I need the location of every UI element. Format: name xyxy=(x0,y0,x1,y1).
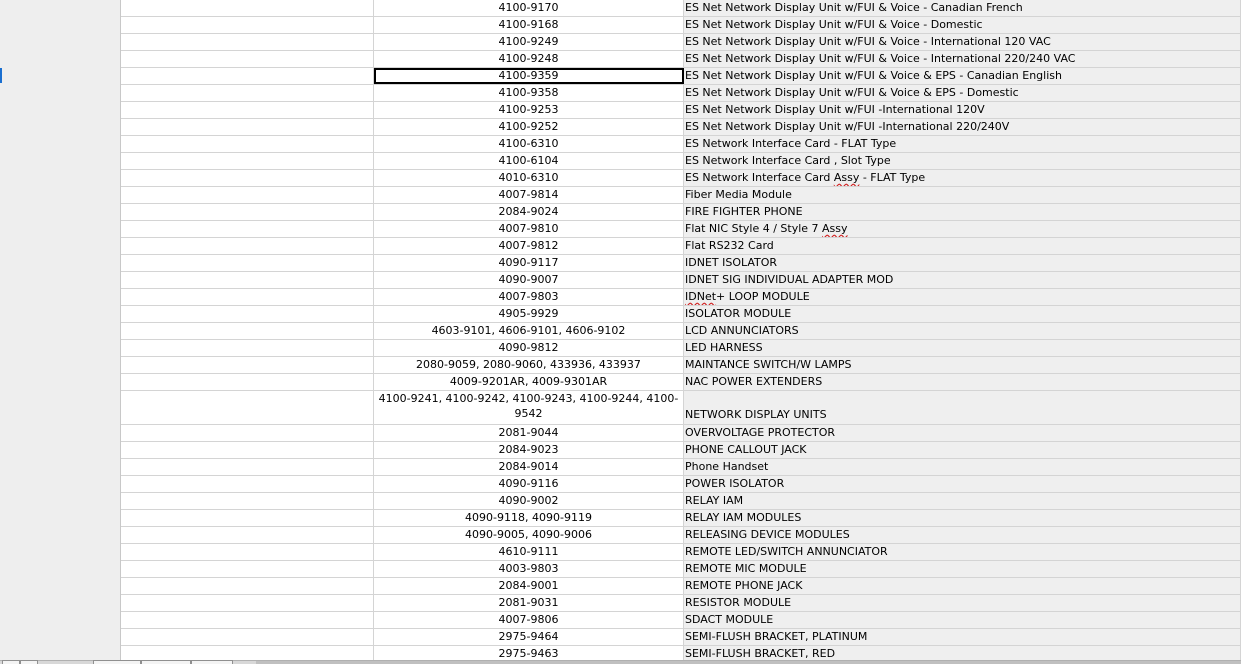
part-number-cell[interactable]: 4090-9812 xyxy=(374,340,684,356)
blank-cell[interactable] xyxy=(121,340,374,356)
spreadsheet-grid xyxy=(121,0,1241,660)
sheet-tab[interactable] xyxy=(141,660,191,664)
part-number-cell[interactable]: 4007-9806 xyxy=(374,612,684,628)
part-number-cell[interactable]: 4100-9252 xyxy=(374,119,684,135)
part-number-cell[interactable]: 4090-9002 xyxy=(374,493,684,509)
part-number-cell[interactable]: 4100-6104 xyxy=(374,153,684,169)
part-number-cell[interactable]: 2080-9059, 2080-9060, 433936, 433937 xyxy=(374,357,684,373)
blank-cell[interactable] xyxy=(121,323,374,339)
table-row xyxy=(121,323,1241,340)
description-cell[interactable]: Flat NIC Style 4 / Style 7 Assy xyxy=(684,221,1241,237)
blank-cell[interactable] xyxy=(121,306,374,322)
blank-cell[interactable] xyxy=(121,17,374,33)
blank-cell[interactable] xyxy=(121,51,374,67)
part-number-cell[interactable]: 4100-9253 xyxy=(374,102,684,118)
part-number-cell[interactable]: 2081-9044 xyxy=(374,425,684,441)
blank-cell[interactable] xyxy=(121,374,374,390)
description-cell[interactable]: ES Network Interface Card - FLAT Type xyxy=(684,136,1241,152)
table-row xyxy=(121,646,1241,660)
description-cell[interactable]: ES Network Interface Card Assy - FLAT Type xyxy=(684,170,1241,186)
table-row xyxy=(121,17,1241,34)
description-cell[interactable]: OVERVOLTAGE PROTECTOR xyxy=(684,425,1241,441)
table-row xyxy=(121,391,1241,425)
blank-cell[interactable] xyxy=(121,442,374,458)
table-row xyxy=(121,204,1241,221)
sheet-tab[interactable] xyxy=(93,660,141,664)
active-row-marker xyxy=(0,68,2,83)
part-number-cell[interactable]: 4090-9116 xyxy=(374,476,684,492)
part-number-cell[interactable]: 4090-9118, 4090-9119 xyxy=(374,510,684,526)
description-cell[interactable]: IDNET SIG INDIVIDUAL ADAPTER MOD xyxy=(684,272,1241,288)
table-row xyxy=(121,153,1241,170)
part-number-cell[interactable]: 2081-9031 xyxy=(374,595,684,611)
blank-cell[interactable] xyxy=(121,493,374,509)
description-cell[interactable]: RESISTOR MODULE xyxy=(684,595,1241,611)
part-number-cell[interactable]: 4007-9812 xyxy=(374,238,684,254)
description-cell[interactable]: Flat RS232 Card xyxy=(684,238,1241,254)
description-cell[interactable]: SEMI-FLUSH BRACKET, PLATINUM xyxy=(684,629,1241,645)
part-number-cell[interactable]: 4003-9803 xyxy=(374,561,684,577)
blank-cell[interactable] xyxy=(121,221,374,237)
part-number-cell[interactable]: 4100-9248 xyxy=(374,51,684,67)
description-cell[interactable]: REMOTE PHONE JACK xyxy=(684,578,1241,594)
sheet-tab[interactable] xyxy=(191,660,233,664)
table-row xyxy=(121,221,1241,238)
spellcheck-word: IDNet xyxy=(685,290,717,303)
blank-cell[interactable] xyxy=(121,561,374,577)
table-row xyxy=(121,595,1241,612)
blank-cell[interactable] xyxy=(121,289,374,305)
blank-cell[interactable] xyxy=(121,255,374,271)
table-row xyxy=(121,238,1241,255)
part-number-cell[interactable]: 2084-9023 xyxy=(374,442,684,458)
description-cell[interactable]: Phone Handset xyxy=(684,459,1241,475)
table-row xyxy=(121,306,1241,323)
table-row xyxy=(121,612,1241,629)
description-cell[interactable]: LED HARNESS xyxy=(684,340,1241,356)
blank-cell[interactable] xyxy=(121,102,374,118)
blank-cell[interactable] xyxy=(121,527,374,543)
table-row xyxy=(121,170,1241,187)
blank-cell[interactable] xyxy=(121,85,374,101)
description-cell[interactable]: NAC POWER EXTENDERS xyxy=(684,374,1241,390)
description-cell[interactable]: NETWORK DISPLAY UNITS xyxy=(684,391,1241,424)
table-row xyxy=(121,544,1241,561)
table-row xyxy=(121,629,1241,646)
table-row xyxy=(121,578,1241,595)
part-number-cell[interactable]: 4007-9803 xyxy=(374,289,684,305)
table-row xyxy=(121,340,1241,357)
part-number-cell[interactable]: 4090-9007 xyxy=(374,272,684,288)
description-cell[interactable]: Fiber Media Module xyxy=(684,187,1241,203)
blank-cell[interactable] xyxy=(121,153,374,169)
part-number-cell[interactable]: 4905-9929 xyxy=(374,306,684,322)
table-row xyxy=(121,102,1241,119)
description-cell[interactable]: SDACT MODULE xyxy=(684,612,1241,628)
table-row xyxy=(121,357,1241,374)
blank-cell[interactable] xyxy=(121,34,374,50)
description-cell[interactable]: ES Net Network Display Unit w/FUI & Voice - Canadian French xyxy=(684,0,1241,16)
description-cell[interactable]: ES Net Network Display Unit w/FUI & Voice - Domestic xyxy=(684,17,1241,33)
blank-cell[interactable] xyxy=(121,595,374,611)
spellcheck-word: Assy xyxy=(822,222,848,235)
blank-cell[interactable] xyxy=(121,646,374,660)
blank-cell[interactable] xyxy=(121,272,374,288)
description-cell[interactable]: FIRE FIGHTER PHONE xyxy=(684,204,1241,220)
table-row xyxy=(121,493,1241,510)
part-number-cell[interactable]: 4100-9241, 4100-9242, 4100-9243, 4100-9244, 4100-9542 xyxy=(374,391,684,424)
table-row xyxy=(121,561,1241,578)
part-number-cell[interactable]: 2084-9024 xyxy=(374,204,684,220)
blank-cell[interactable] xyxy=(121,578,374,594)
part-number-cell[interactable]: 4007-9814 xyxy=(374,187,684,203)
part-number-cell[interactable]: 4100-9168 xyxy=(374,17,684,33)
part-number-cell[interactable]: 2084-9014 xyxy=(374,459,684,475)
part-number-cell[interactable]: 4090-9005, 4090-9006 xyxy=(374,527,684,543)
sheet-nav-first-button[interactable] xyxy=(2,660,20,664)
description-cell[interactable]: ES Net Network Display Unit w/FUI & Voice - International 220/240 VAC xyxy=(684,51,1241,67)
table-row xyxy=(121,459,1241,476)
part-number-cell[interactable]: 4009-9201AR, 4009-9301AR xyxy=(374,374,684,390)
table-row xyxy=(121,136,1241,153)
description-cell[interactable]: MAINTANCE SWITCH/W LAMPS xyxy=(684,357,1241,373)
blank-cell[interactable] xyxy=(121,544,374,560)
blank-cell[interactable] xyxy=(121,459,374,475)
part-number-cell[interactable]: 4010-6310 xyxy=(374,170,684,186)
description-cell[interactable]: POWER ISOLATOR xyxy=(684,476,1241,492)
table-row xyxy=(121,272,1241,289)
sheet-tab-bar xyxy=(0,660,1241,664)
blank-cell[interactable] xyxy=(121,170,374,186)
description-cell[interactable]: REMOTE MIC MODULE xyxy=(684,561,1241,577)
sheet-nav-last-button[interactable] xyxy=(20,660,38,664)
table-row xyxy=(121,34,1241,51)
part-number-cell[interactable]: 2975-9464 xyxy=(374,629,684,645)
table-row xyxy=(121,425,1241,442)
table-row xyxy=(121,527,1241,544)
blank-cell[interactable] xyxy=(121,119,374,135)
part-number-cell[interactable]: 4100-6310 xyxy=(374,136,684,152)
blank-cell[interactable] xyxy=(121,510,374,526)
spellcheck-word: Assy xyxy=(833,171,860,184)
blank-cell[interactable] xyxy=(121,204,374,220)
description-cell[interactable]: RELAY IAM xyxy=(684,493,1241,509)
table-row xyxy=(121,85,1241,102)
table-row xyxy=(121,187,1241,204)
table-row xyxy=(121,289,1241,306)
description-cell[interactable]: IDNET ISOLATOR xyxy=(684,255,1241,271)
description-cell[interactable]: ES Network Interface Card , Slot Type xyxy=(684,153,1241,169)
blank-cell[interactable] xyxy=(121,136,374,152)
table-row xyxy=(121,68,1241,85)
selected-part-number-cell[interactable]: 4100-9359 xyxy=(374,68,684,84)
table-row xyxy=(121,0,1241,17)
blank-cell[interactable] xyxy=(121,357,374,373)
description-cell[interactable]: IDNet+ LOOP MODULE xyxy=(684,289,1241,305)
blank-cell[interactable] xyxy=(121,0,374,16)
part-number-cell[interactable]: 4100-9249 xyxy=(374,34,684,50)
description-cell[interactable]: LCD ANNUNCIATORS xyxy=(684,323,1241,339)
blank-cell[interactable] xyxy=(121,391,374,424)
blank-cell[interactable] xyxy=(121,187,374,203)
description-cell[interactable]: ES Net Network Display Unit w/FUI -International 220/240V xyxy=(684,119,1241,135)
description-cell[interactable]: ES Net Network Display Unit w/FUI & Voice & EPS - Canadian English xyxy=(684,68,1241,84)
part-number-cell[interactable]: 4090-9117 xyxy=(374,255,684,271)
description-cell[interactable]: ES Net Network Display Unit w/FUI & Voice & EPS - Domestic xyxy=(684,85,1241,101)
blank-cell[interactable] xyxy=(121,476,374,492)
part-number-cell[interactable]: 4007-9810 xyxy=(374,221,684,237)
description-cell[interactable]: RELAY IAM MODULES xyxy=(684,510,1241,526)
blank-cell[interactable] xyxy=(121,629,374,645)
table-row xyxy=(121,510,1241,527)
description-cell[interactable]: SEMI-FLUSH BRACKET, RED xyxy=(684,646,1241,660)
description-cell[interactable]: ISOLATOR MODULE xyxy=(684,306,1241,322)
part-number-cell[interactable]: 2975-9463 xyxy=(374,646,684,660)
part-number-cell[interactable]: 4603-9101, 4606-9101, 4606-9102 xyxy=(374,323,684,339)
part-number-cell[interactable]: 4100-9358 xyxy=(374,85,684,101)
blank-cell[interactable] xyxy=(121,612,374,628)
part-number-cell[interactable]: 4610-9111 xyxy=(374,544,684,560)
part-number-cell[interactable]: 2084-9001 xyxy=(374,578,684,594)
table-row xyxy=(121,374,1241,391)
description-cell[interactable]: PHONE CALLOUT JACK xyxy=(684,442,1241,458)
row-header-gutter xyxy=(0,0,121,664)
table-row xyxy=(121,476,1241,493)
description-cell[interactable]: REMOTE LED/SWITCH ANNUNCIATOR xyxy=(684,544,1241,560)
description-cell[interactable]: ES Net Network Display Unit w/FUI -International 120V xyxy=(684,102,1241,118)
blank-cell[interactable] xyxy=(121,238,374,254)
description-cell[interactable]: ES Net Network Display Unit w/FUI & Voice - International 120 VAC xyxy=(684,34,1241,50)
description-cell[interactable]: RELEASING DEVICE MODULES xyxy=(684,527,1241,543)
table-row xyxy=(121,255,1241,272)
part-number-cell[interactable]: 4100-9170 xyxy=(374,0,684,16)
table-row xyxy=(121,119,1241,136)
table-row xyxy=(121,442,1241,459)
table-row xyxy=(121,51,1241,68)
blank-cell[interactable] xyxy=(121,425,374,441)
blank-cell[interactable] xyxy=(121,68,374,84)
